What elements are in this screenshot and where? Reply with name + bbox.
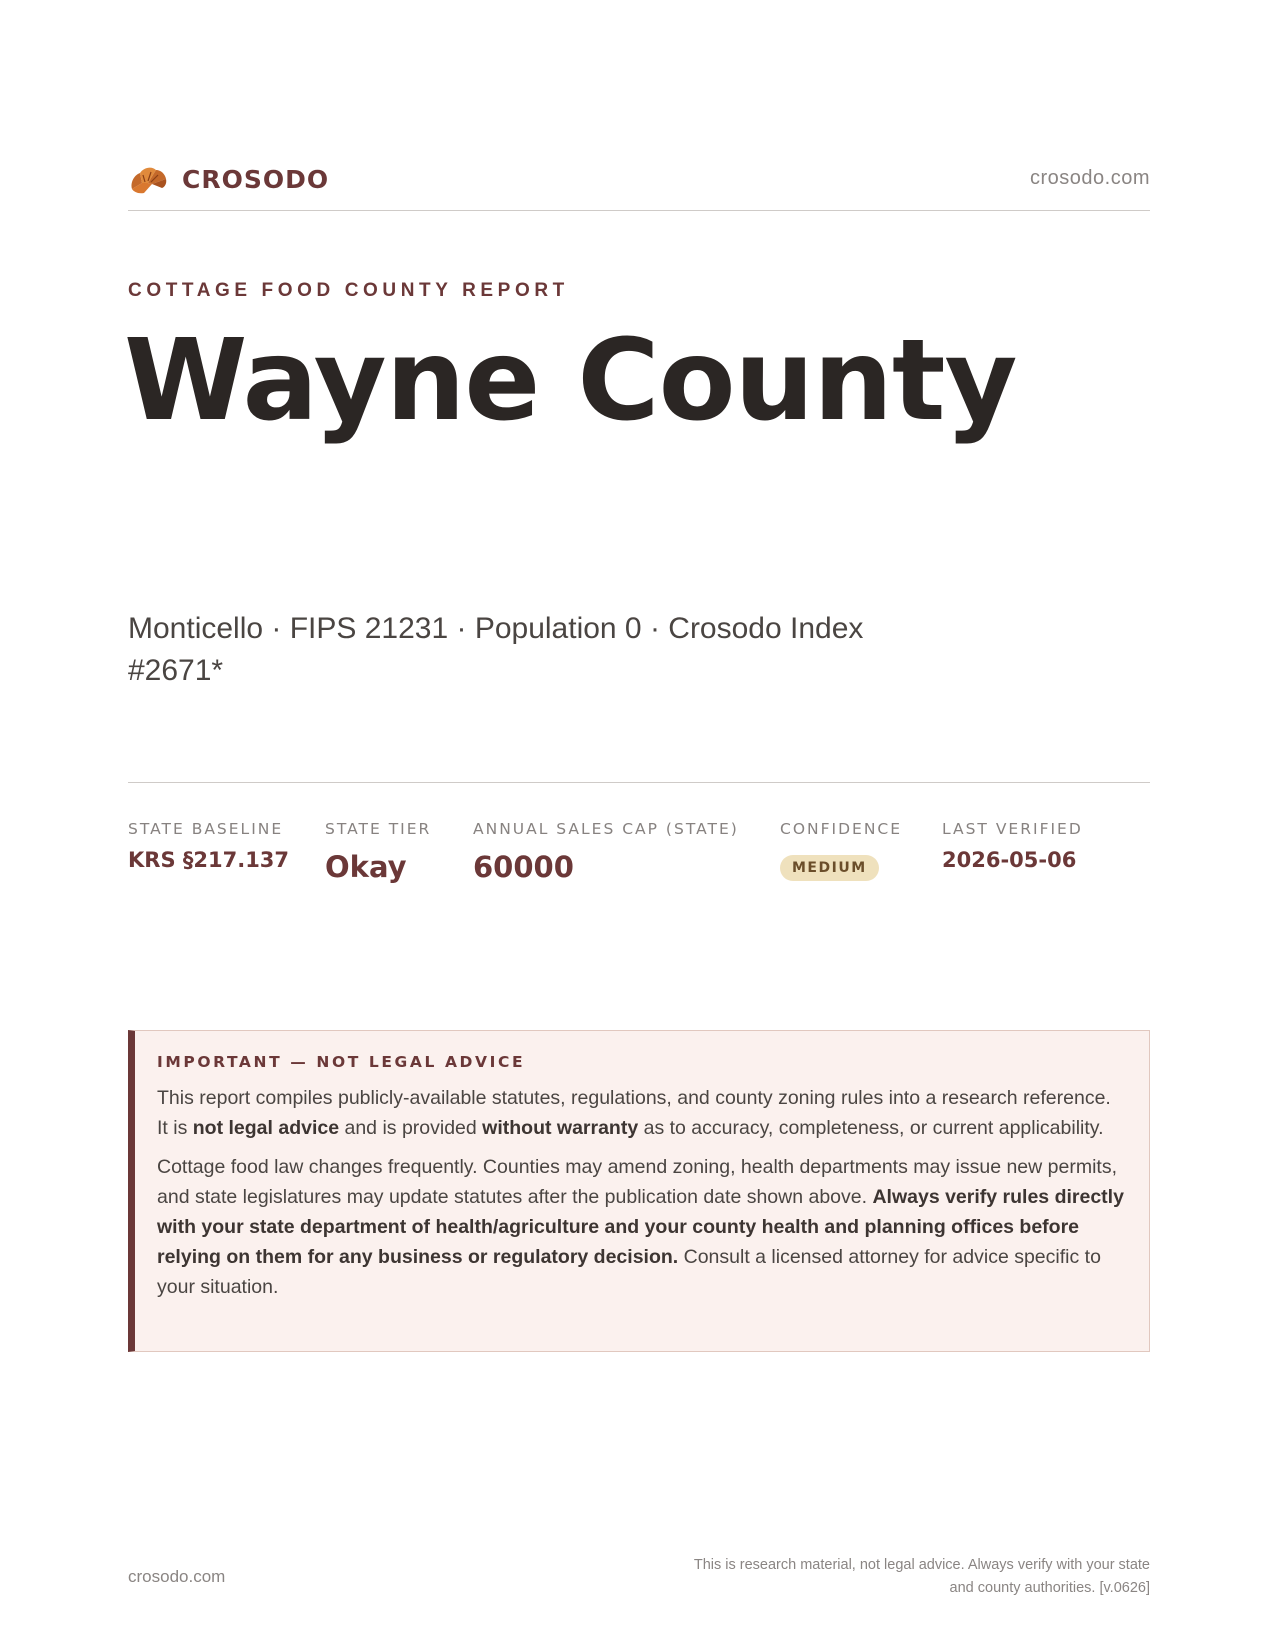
report-eyebrow: COTTAGE FOOD COUNTY REPORT (128, 280, 569, 301)
stat-label: STATE BASELINE (128, 820, 284, 838)
report-page (124, 0, 1150, 1650)
stats-divider (128, 782, 1150, 783)
brand (128, 161, 329, 197)
stat-state-baseline (128, 820, 289, 872)
stat-label: CONFIDENCE (780, 820, 903, 838)
footer-url[interactable]: crosodo.com (128, 1567, 226, 1586)
stat-annual-sales-cap (473, 820, 739, 884)
stat-label: LAST VERIFIED (942, 820, 1083, 838)
stat-value: Okay (325, 850, 407, 884)
notice-paragraph-1: This report compiles publicly-available statutes, regulations, and county zoning rules into a research reference. It is not legal advice and is provided without warranty as to accuracy, completeness, or current applicability. (157, 1087, 1111, 1139)
stat-last-verified (942, 820, 1083, 872)
page-header (128, 158, 1150, 211)
county-subtitle: Monticello · FIPS 21231 · Population 0 · Crosodo Index #2671* (128, 612, 864, 687)
page-title: Wayne County (124, 316, 1017, 446)
stat-label: STATE TIER (325, 820, 432, 838)
stat-state-tier (325, 820, 431, 884)
croissant-icon (128, 161, 168, 197)
footer-disclaimer (630, 1554, 1150, 1600)
stat-confidence (780, 820, 902, 881)
stat-value: 2026-05-06 (942, 848, 1077, 872)
notice-heading: IMPORTANT — NOT LEGAL ADVICE (157, 1053, 526, 1071)
stat-value: KRS §217.137 (128, 848, 290, 872)
confidence-badge: MEDIUM (780, 855, 879, 881)
notice-paragraph-2: Cottage food law changes frequently. Counties may amend zoning, health departments may issue new permits, and state legislatures may update statutes after the publication date shown above. Always verify rules directly with your state department of health/agriculture and your county health and planning offices before relying on them for any business or regulatory decision. Consult a licensed attorney for advice specific to your situation. (157, 1156, 1124, 1298)
brand-name: CROSODO (182, 164, 330, 194)
stat-value: 60000 (473, 850, 574, 884)
footer-disclaimer-line: This is research material, not legal advice. Always verify with your state (693, 1557, 1150, 1573)
stat-label: ANNUAL SALES CAP (STATE) (473, 820, 739, 838)
header-url[interactable]: crosodo.com (1030, 167, 1150, 189)
legal-notice (128, 1030, 1150, 1352)
footer-disclaimer-line: and county authorities. [v.0626] (949, 1580, 1150, 1596)
